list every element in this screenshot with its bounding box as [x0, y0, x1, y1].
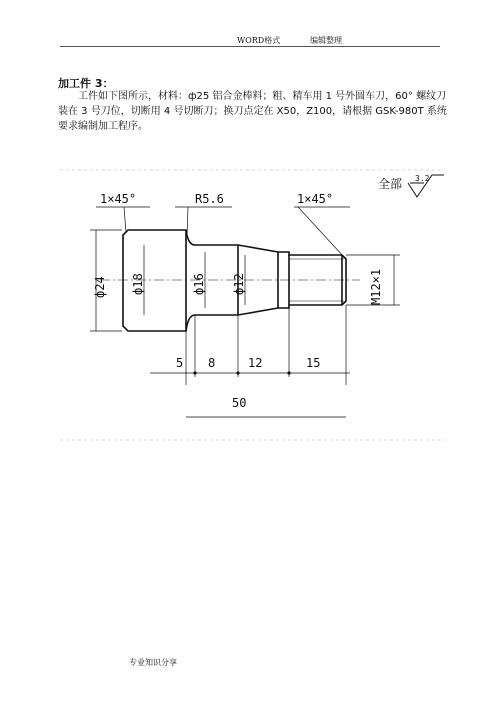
chamfer-right-label: 1×45°	[297, 192, 334, 206]
length-5-label: 5	[176, 356, 184, 370]
header-format-label: WORD格式	[237, 36, 281, 45]
diameter-18-label: ф18	[131, 273, 145, 295]
header-edit-label: 编辑整理	[310, 36, 342, 45]
length-15-label: 15	[306, 356, 321, 370]
length-8-label: 8	[208, 356, 216, 370]
diameter-16-label: ф16	[192, 273, 206, 295]
header-divider	[60, 46, 440, 47]
roughness-label: 全部	[378, 177, 403, 191]
diameter-24-label: ф24	[93, 276, 107, 298]
chamfer-left-label: 1×45°	[100, 192, 137, 206]
radius-label: R5.6	[195, 192, 224, 206]
section-title: 加工件 3：	[58, 77, 114, 90]
total-length-label: 50	[232, 396, 247, 410]
page-footer: 专业知识分享	[129, 658, 177, 667]
part-drawing	[60, 155, 445, 445]
task-description: 工件如下图所示，材料：ф25 铝合金棒料；粗、精车用 1 号外圆车刀，60° 螺纹刀装在 3 号刀位，切断用 4 号切断刀；换刀点定在 X50，Z100，请根据 GSK-980T 系统要求编制加工程序。	[58, 91, 447, 132]
chamfer-right-leader	[298, 207, 344, 257]
radius-leader	[187, 207, 188, 237]
roughness-value: 3.2	[415, 174, 430, 183]
thread-label: M12×1	[369, 268, 383, 305]
chamfer-left-leader	[124, 207, 126, 233]
diameter-12-label: ф12	[232, 273, 246, 295]
length-12-label: 12	[248, 356, 263, 370]
